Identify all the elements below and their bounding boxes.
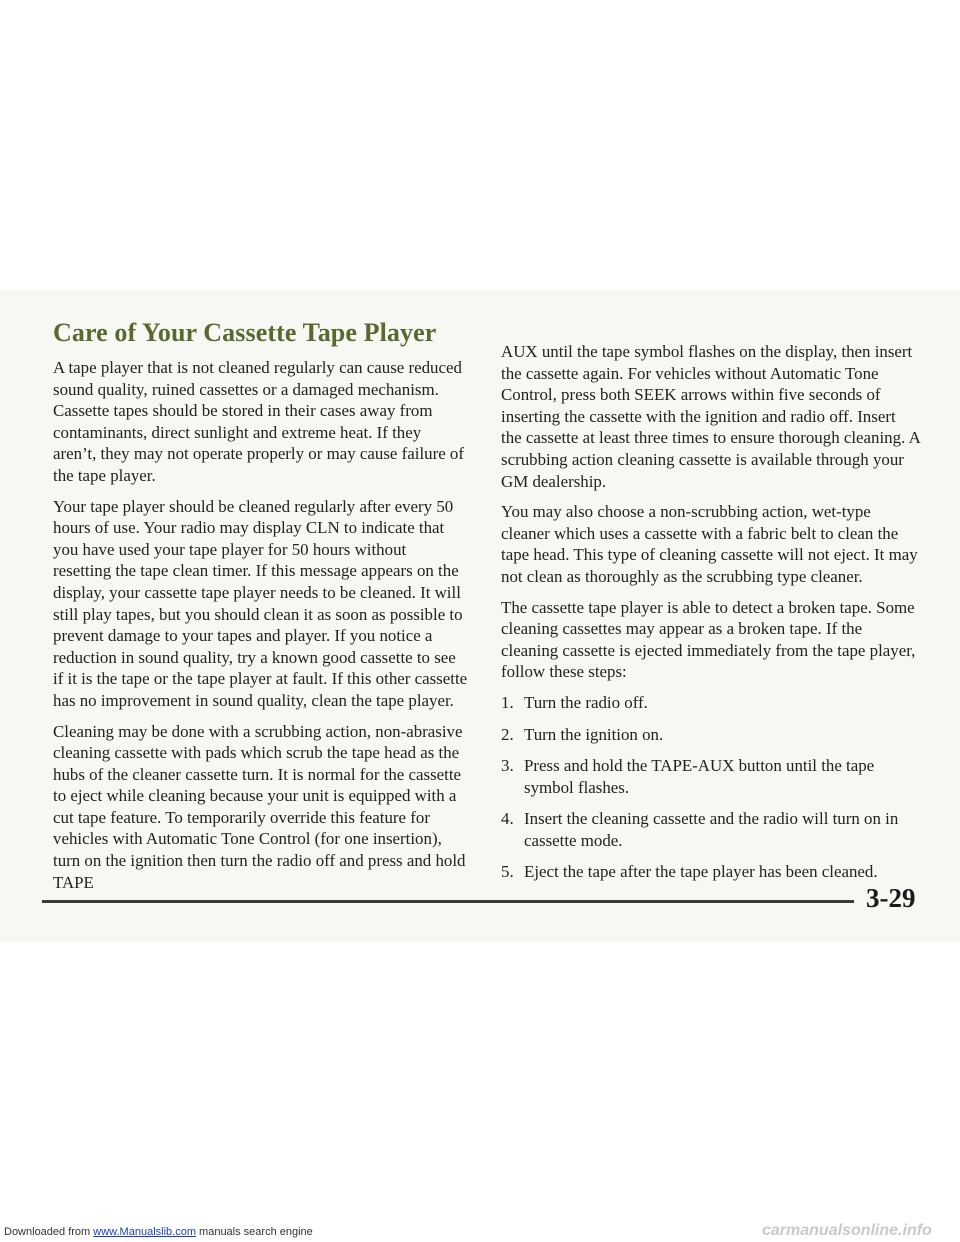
step-text: Eject the tape after the tape player has been cleaned. — [524, 862, 878, 882]
list-item — [501, 808, 920, 851]
page-title: Care of Your Cassette Tape Player — [53, 318, 437, 347]
footer-rule — [42, 900, 854, 903]
paragraph: AUX until the tape symbol flashes on the display, then insert the cassette again. For vehicles without Automatic Tone Control, press both SEEK arrows within five seconds of inserting the cassette with the ignition and radio off. Insert the cassette at least three times to ensure thorough cleaning. A scrubbing action cleaning cassette is available through your GM dealership. — [501, 342, 920, 491]
step-number: 1. — [501, 692, 514, 712]
paragraph: The cassette tape player is able to detect a broken tape. Some cleaning cassettes may appear as a broken tape. If the cleaning cassette is ejected immediately from the tape player, follow these steps: — [501, 597, 916, 682]
step-number: 4. — [501, 809, 514, 829]
list-item — [501, 724, 920, 746]
step-text: Turn the radio off. — [524, 692, 648, 712]
list-item — [501, 755, 920, 798]
paragraph: A tape player that is not cleaned regularly can cause reduced sound quality, ruined cassettes or a damaged mechanism. Cassette tapes should be stored in their cases away from contaminants, direct sunlight and extreme heat. If they aren’t, they may not operate properly or may cause failure of the tape player. — [53, 358, 464, 485]
paragraph: You may also choose a non-scrubbing action, wet-type cleaner which uses a cassette with a fabric belt to clean the tape head. This type of cleaning cassette will not eject. It may not clean as thoroughly as the scrubbing type cleaner. — [501, 502, 918, 586]
download-footer — [4, 1226, 313, 1238]
step-number: 3. — [501, 756, 514, 776]
footer-suffix: manuals search engine — [195, 1226, 313, 1238]
right-column — [501, 341, 920, 893]
paragraph: Cleaning may be done with a scrubbing action, non-abrasive cleaning cassette with pads which scrub the tape head as the hubs of the cleaner cassette turn. It is normal for the cassette to eject while cleaning because your unit is equipped with a cut tape feature. To temporarily override this feature for vehicles with Automatic Tone Control (for one insertion), turn on the ignition then turn the radio off and press and hold TAPE — [53, 721, 466, 892]
step-number: 5. — [501, 862, 514, 882]
footer-prefix: Downloaded from — [4, 1226, 94, 1238]
step-number: 2. — [501, 724, 514, 744]
manualslib-link[interactable]: www.Manualslib.com — [93, 1226, 196, 1238]
watermark: carmanualsonline.info — [762, 1222, 932, 1239]
left-column — [53, 357, 468, 902]
list-item — [501, 861, 920, 883]
page-number: 3-29 — [866, 883, 916, 913]
step-text: Insert the cleaning cassette and the radio will turn on in cassette mode. — [524, 809, 899, 850]
step-text: Turn the ignition on. — [524, 724, 664, 744]
step-text: Press and hold the TAPE-AUX button until the tape symbol flashes. — [524, 756, 875, 797]
list-item — [501, 692, 920, 714]
cleaning-steps-list — [501, 692, 920, 883]
paragraph: Your tape player should be cleaned regularly after every 50 hours of use. Your radio may display CLN to indicate that you have used your tape player for 50 hours without resetting the tape clean timer. If this message appears on the display, your cassette tape player needs to be cleaned. It will still play tapes, but you should clean it as soon as possible to prevent damage to your tapes and player. If you notice a reduction in sound quality, try a known good cassette to see if it is the tape or the tape player at fault. If this other cassette has no improvement in sound quality, clean the tape player. — [53, 496, 468, 710]
